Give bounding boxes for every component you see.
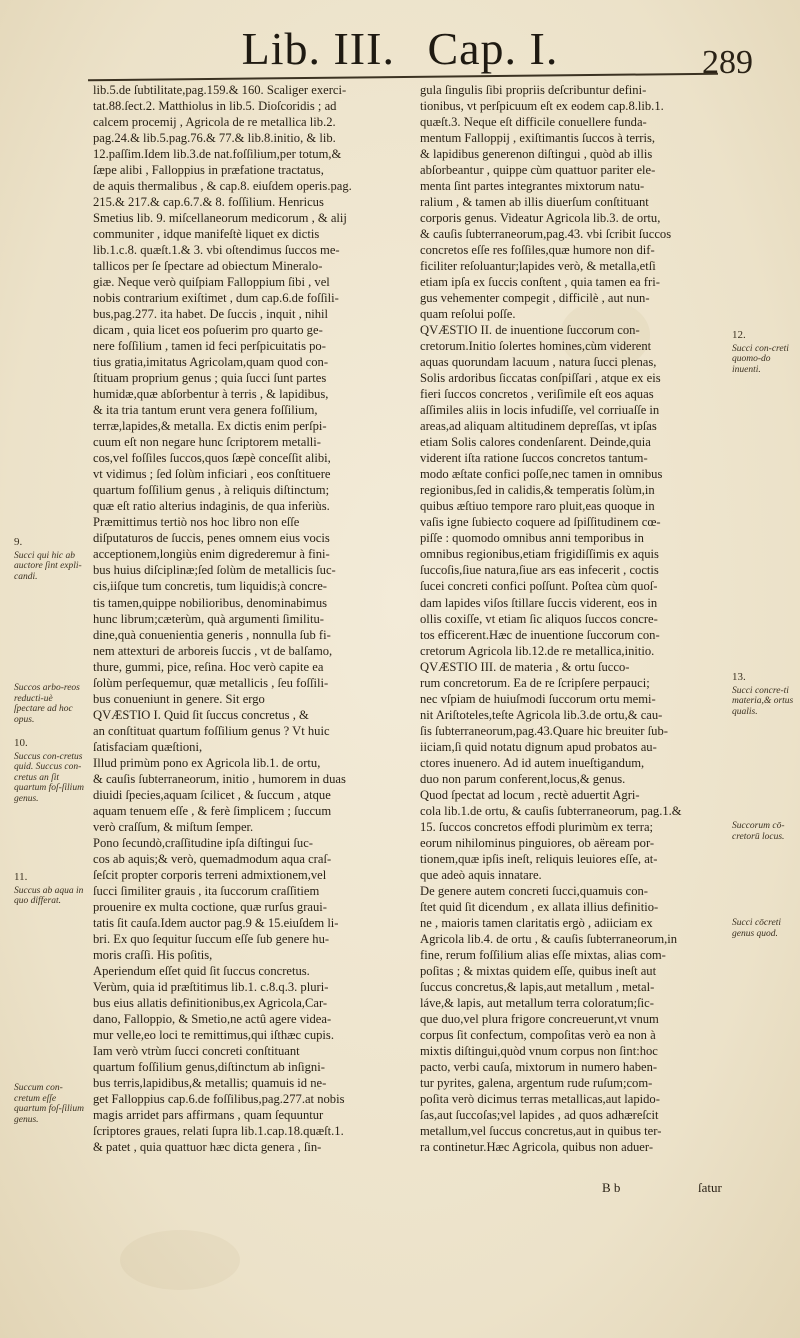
text-line: & cauſis ſubterraneorum, initio , humorem in duas [93,771,346,786]
text-line: ſas,aut ſuccoſas;vel lapides , ad quos adhæreſcit [420,1108,659,1122]
text-line: Agricola lib.4. de ortu , & cauſis ſubterraneorum,in [420,931,678,946]
text-line: corpus ſit confectum, compoſitas verò ea non à [420,1027,656,1042]
margin-note-right [732,330,796,375]
margin-note-number: 12. [732,329,746,341]
text-line: etiam ipſa ex ſuccis conſtent , quia tamen ea fri- [420,275,660,290]
text-line: quartum foſſilium genus,diſtinctum ab inſigni- [93,1059,325,1074]
text-line: mur velle,eo loci te remittimus,qui iſthæc cupis. [93,1027,334,1042]
text-line: láve,& lapis, aut metallum terra coloratum;ſic- [420,995,654,1010]
margin-note-number: 13. [732,671,746,683]
text-line: ſeſcit propter corporis terreni admixtionem,vel [93,867,327,882]
text-line: ſis ſubterraneorum,pag.43.Quare hic breuiter ſub- [420,723,668,738]
text-line: & lapidibus generenon diſtingui , quòd ab illis [420,147,653,162]
text-line: tur pyrites, galena, argentum rude ruſum;com- [420,1075,653,1090]
text-line: thure, gummi, pice, reſina. Hoc verò capite ea [93,659,324,674]
text-line: QVÆSTIO I. Quid ſit ſuccus concretus , & [93,707,309,722]
text-line: lib.5.de ſubtilitate,pag.159.& 160. Scaliger exerci- [93,83,347,97]
text-line: metallum,vel ſuccus concretus,aut in quibus ter- [420,1124,662,1139]
chapter-label: Cap. I. [427,23,559,74]
text-line: piſſe : quomodo omnibus anni temporibus in [420,531,644,546]
text-line: fieri ſuccos concretos , veriſimile eſt eos aquas [420,387,654,402]
text-line: Præmittimus tertiò nos hoc libro non eſſe [93,515,300,530]
text-line: menta ſint partes integrantes mixtorum natu- [420,179,645,194]
margin-note-number: 11. [14,871,28,883]
text-line: areas,ad aliquam altitudinem depreſſas, vt ipſas [420,419,657,434]
text-line: poſitas ; & mixtas quidem eſſe, quibus ineſt aut [420,963,657,978]
text-line: dicam , quia licet eos poſuerim pro quarto ge- [93,323,323,338]
text-line: ficiliter reſoluantur;lapides verò, & metalla,etſi [420,259,656,274]
text-line: diuidi ſpecies,aquam ſcilicet , & ſuccum , atque [93,787,331,802]
text-line: Quod ſpectat ad locum , rectè aduertit Agri- [420,787,640,802]
margin-note-text: Succi con-creti quomo-do inuenti. [732,343,789,375]
text-line: omnibus regionibus,etiam frigidiſſimis ex aquis [420,547,659,562]
text-line: Pono ſecundò,craſſitudine ipſa diſtingui ſuc- [93,835,313,850]
text-line: ſatisfaciam quæſtioni, [93,739,203,754]
text-line: fine, rerum foſſilium alias eſſe mixtas, alias com- [420,947,666,962]
text-line: aſſimiles aliis in locis infudiſſe, vel corriuaſſe in [420,403,660,418]
text-line: De genere autem concreti ſucci,quamuis con- [420,883,648,898]
text-line: bri. Ex quo ſequitur ſuccum eſſe ſub genere hu- [93,931,330,946]
text-line: aquas quorundam lacuum , natura ſucci plenas, [420,355,657,370]
text-line: 215.& 217.& cap.6.7.& 8. foſſilium. Henricus [93,195,324,210]
text-line: tos efficerent.Hæc de inuentione ſuccorum con- [420,627,660,642]
text-line: tionem,quæ ipſis ineſt, reliquis leuiores eſſe, at- [420,851,658,866]
text-line: regionibus,ſed in calidis,& temperatis ſolùm,in [420,483,655,498]
margin-note-text: Succos arbo-reos reducti-uè ſpectare ad hoc opus. [14,683,80,725]
text-line: lib.1.c.8. quæſt.1.& 3. vbi oſtendimus ſuccos me- [93,243,340,258]
text-line: cola lib.1.de ortu, & cauſis ſubterraneorum, pag.1.& [420,803,682,818]
text-line: corporis genus. Videatur Agricola lib.3. de ortu, [420,211,661,226]
text-line: terræ,lapides,& metalla. Ex dictis enim perſpi- [93,419,327,434]
running-header [0,22,800,75]
text-line: de aquis thermalibus , & cap.8. eiuſdem operis.pag. [93,179,352,194]
text-line: tallicos per ſe ſpectare ad obiectum Mineralo- [93,259,323,274]
text-line: poſita verò dicimus terras metallicas,aut lapido- [420,1091,660,1106]
text-line: 15. ſuccos concretos effodi plurimùm ex terra; [420,819,654,834]
text-line: moris craſſi. His poſitis, [93,947,213,962]
text-line: ſcriptores graues, relati ſupra lib.1.cap.18.quæſt.1. [93,1124,344,1139]
page-number: 289 [702,44,753,81]
margin-note-text: Succum con-cretum eſſe quartum foſ-ſilium genus. [14,1083,84,1125]
text-line: quartum foſſilium genus , à reliquis diſtinctum; [93,483,330,498]
text-line: vaſis igne ſubiecto coquere ad ſpiſſitudinem cœ- [420,515,661,530]
text-line: tius gratia,imitatus Agricolam,quam quod con- [93,355,329,370]
text-line: cis,iiſque tum concretis, tum liquidis;à concre- [93,579,327,594]
text-line: dam lapides viſos ſtillare ſuccis viderent, eos in [420,595,658,610]
text-line: prouenire ex multa coctione, quæ rurſus graui- [93,899,327,914]
text-line: gus vehementer compegit , difficilè , aut nun- [420,291,650,306]
text-line: Smetius lib. 9. miſcellaneorum medicorum , & alij [93,211,347,226]
left-text-column [93,82,407,1155]
text-line: communiter , idque manifeſtè liquet ex dictis [93,227,320,242]
text-line: nere foſſilium , tamen id feci perſpicuitatis po- [93,339,326,354]
text-line: viderent iſta ratione ſuccos concretos tantum- [420,451,648,466]
margin-note-text: Succi concre-ti materia,& ortus qualis. [732,685,794,717]
text-line: ollis coxiſſe, vt etiam ſic aliquos ſuccos concre- [420,611,658,626]
text-line: mixtis diſtingui,quòd vnum corpus non ſint:hoc [420,1043,658,1058]
text-line: dine,quà conuenientia generis , nonnulla ſub fi- [93,627,331,642]
margin-note-right [732,818,796,842]
text-line: tatis ſit cauſa.Idem auctor pag.9 & 15.eiuſdem li- [93,915,339,930]
text-line: verò craſſum, & miſtum ſemper. [93,819,254,834]
text-line: quæ eſt ratio alterius indaginis, de qua inferiùs. [93,499,330,514]
text-line: concretos eſſe res foſſiles,quæ humore non dif- [420,243,655,258]
text-line: abſorbeantur , quippe cùm quattuor pariter ele- [420,163,656,178]
text-line: quæſt.3. Neque eſt difficile conuellere funda- [420,115,647,130]
margin-note-text: Succorum cō-cretorū locus. [732,821,785,842]
text-line: que adeò aquis innatare. [420,867,542,882]
text-line: nem attexturi de arboreis ſuccis , vt de balſamo, [93,643,333,658]
text-line: cos,vel foſſiles ſuccos,quos ſæpè conceſſit alibi, [93,451,331,466]
text-line: bus,pag.277. ita habet. De ſuccis , inquit , nihil [93,307,329,322]
text-line: cretorum Agricola lib.12.de re metallica,initio. [420,643,655,658]
margin-note-text: Succi qui hic ab auctore ſint expli-candi. [14,550,82,582]
text-line: quam reſolui poſſe. [420,307,516,322]
text-line: etiam Solis calores condenſarent. Deinde,quia [420,435,651,450]
margin-note-text: Succus con-cretus quid. Succus con-cretus an ſit quartum foſ-ſilium genus. [14,751,84,804]
text-line: QVÆSTIO III. de materia , & ortu ſucco- [420,659,630,674]
text-line: acceptionem,longiùs enim digrederemur à fini- [93,547,330,562]
text-line: & patet , quia quattuor hæc dicta genera , ſin- [93,1140,322,1155]
margin-note-right [732,672,796,717]
text-line: dano, Falloppio, & Smetio,ne actû agere videa- [93,1011,332,1026]
margin-note-left [14,537,84,582]
text-line: ſæpe alibi , Falloppius in præfatione tractatus, [93,163,324,178]
text-line: iiciam,ſi quid notatu dignum apud probatos au- [420,739,657,754]
margin-note-left [14,872,84,907]
text-line: ſucci ſimiliter grauis , ita ſuccorum craſſitiem [93,883,320,898]
text-line: pacto, verbi cauſa, mixtorum in numero haben- [420,1059,658,1074]
text-line: ſolùm perſequemur, quæ metallicis , ſeu foſſili- [93,675,329,690]
book-label: Lib. III. [241,23,395,74]
text-line: ralium , & tamen ab illis diuerſum conſtituant [420,195,649,210]
text-line: vt vidimus ; ſed ſolùm inficiari , eos conſtituere [93,467,331,482]
margin-note-right [732,915,796,939]
paper-stain [120,1230,240,1290]
text-line: bus terris,lapidibus,& metallis; quamuis id ne- [93,1075,327,1090]
text-line: aquam tenuem eſſe , & ferè ſimplicem ; ſuccum [93,803,332,818]
text-line: ſtet quid ſit dicendum , ex allata illius definitio- [420,899,659,914]
text-line: bus conueniunt in genere. Sit ergo [93,691,265,706]
text-line: duo non parum conferent,locus,& genus. [420,771,626,786]
text-line: bus huius diſciplinæ;ſed ſolùm de metallicis ſuc- [93,563,336,578]
text-line: ra continetur.Hæc Agricola, quibus non aduer- [420,1140,654,1155]
text-line: 12.paſſim.Idem lib.3.de nat.foſſilium,per totum,& [93,147,342,162]
text-line: modo æſtate confici poſſe,nec tamen in omnibus [420,467,663,482]
margin-note-left [14,738,84,804]
text-line: Solis ardoribus ſiccatas conſpiſſari , atque ex eis [420,371,661,386]
text-line: Iam verò vtrùm ſucci concreti conſtituant [93,1043,300,1058]
text-line: diſputaturos de ſuccis, penes omnem eius vocis [93,531,330,546]
text-line: rum concretorum. Ea de re ſcripſere perpauci; [420,675,650,690]
text-line: cretorum.Initio ſolertes homines,cùm viderent [420,339,652,354]
text-line: que duo,vel plura frigore concreuerunt,vt vnum [420,1011,659,1026]
text-line: giæ. Neque verò quiſpiam Falloppium ſibi , vel [93,275,330,290]
text-line: ſuccus concretus,& lapis,aut metallum , metal- [420,979,655,994]
text-line: calcem procemij , Agricola de re metallica lib.2. [93,115,336,130]
text-line: magis arridet pars affirmans , quam ſequuntur [93,1108,324,1122]
margin-note-left [14,1080,84,1125]
margin-note-left [14,680,84,725]
text-line: tis tamen,quippe nobilioribus, denominabimus [93,595,328,610]
text-line: humidæ,quæ abſorbentur à terris , & lapidibus, [93,387,329,402]
catchword: ſatur [698,1180,722,1195]
text-line: pag.24.& lib.5.pag.76.& 77.& lib.8.initio, & lib. [93,131,336,146]
text-line: an conſtituat quartum foſſilium genus ? Vt huic [93,723,330,738]
text-line: get Falloppius cap.6.de foſſilibus,pag.277.at nobis [93,1091,345,1106]
margin-note-number: 10. [14,737,28,749]
text-line: cuum eſt non negare hunc ſcriptorem metalli- [93,435,322,450]
text-line: tionibus, vt perſpicuum eſt ex eodem cap.8.lib.1. [420,99,664,114]
text-line: Illud primùm pono ex Agricola lib.1. de ortu, [93,755,321,770]
text-line: nit Ariſtoteles,teſte Agricola lib.3.de ortu,& cau- [420,707,663,722]
text-line: Verùm, quia id præſtitimus lib.1. c.8.q.3. pluri- [93,979,329,994]
margin-note-text: Succus ab aqua in quo differat. [14,885,84,906]
margin-note-number: 9. [14,536,23,548]
text-line: & cauſis ſubterraneorum,pag.43. vbi ſcribit ſuccos [420,227,672,242]
text-line: nec vſpiam de huiuſmodi ſuccorum ortu memi- [420,691,656,706]
text-line: ſucei concreti confici poſſunt. Poſtea cùm quoſ- [420,579,658,594]
text-line: hunc librum;cæterùm, quà argumenti ſimilitu- [93,611,324,626]
text-line: & ita tria tantum erunt vera genera foſſilium, [93,403,318,418]
text-line: gula ſingulis ſibi propriis deſcribuntur defini- [420,83,647,97]
text-line: tat.88.ſect.2. Matthiolus in lib.5. Dioſcoridis ; ad [93,99,337,114]
text-line: quibus æſtiuo tempore raro pluit,eas quoque in [420,499,655,514]
text-line: cos ab aquis;& verò, quemadmodum aqua craſ- [93,851,332,866]
text-line: Aperiendum eſſet quid ſit ſuccus concretus. [93,963,310,978]
text-line: bus eius allatis definitionibus,ex Agricola,Car- [93,995,328,1010]
signature-mark: B b [602,1180,621,1195]
text-line: ſtituam proprium genus ; quia ſucci ſunt partes [93,371,327,386]
text-line: ſuccoſis,ſiue natura,ſiue ars eas infecerit , coctis [420,563,659,578]
text-line: nobis contrarium exiſtimet , dum cap.6.de foſſili- [93,291,339,306]
text-line: QVÆSTIO II. de inuentione ſuccorum con- [420,323,640,338]
margin-note-text: Succi cōcreti genus quod. [732,918,781,939]
text-line: eorum nihilominus pinguiores, ob aëream por- [420,835,655,850]
text-line: ctores inuenero. Ad id autem inueſtigandum, [420,755,645,770]
text-line: mentum Falloppij , exiſtimantis ſuccos à terris, [420,131,656,146]
right-text-column [420,82,725,1155]
text-line: ne , maioris tamen claritatis ergò , adiiciam ex [420,915,653,930]
